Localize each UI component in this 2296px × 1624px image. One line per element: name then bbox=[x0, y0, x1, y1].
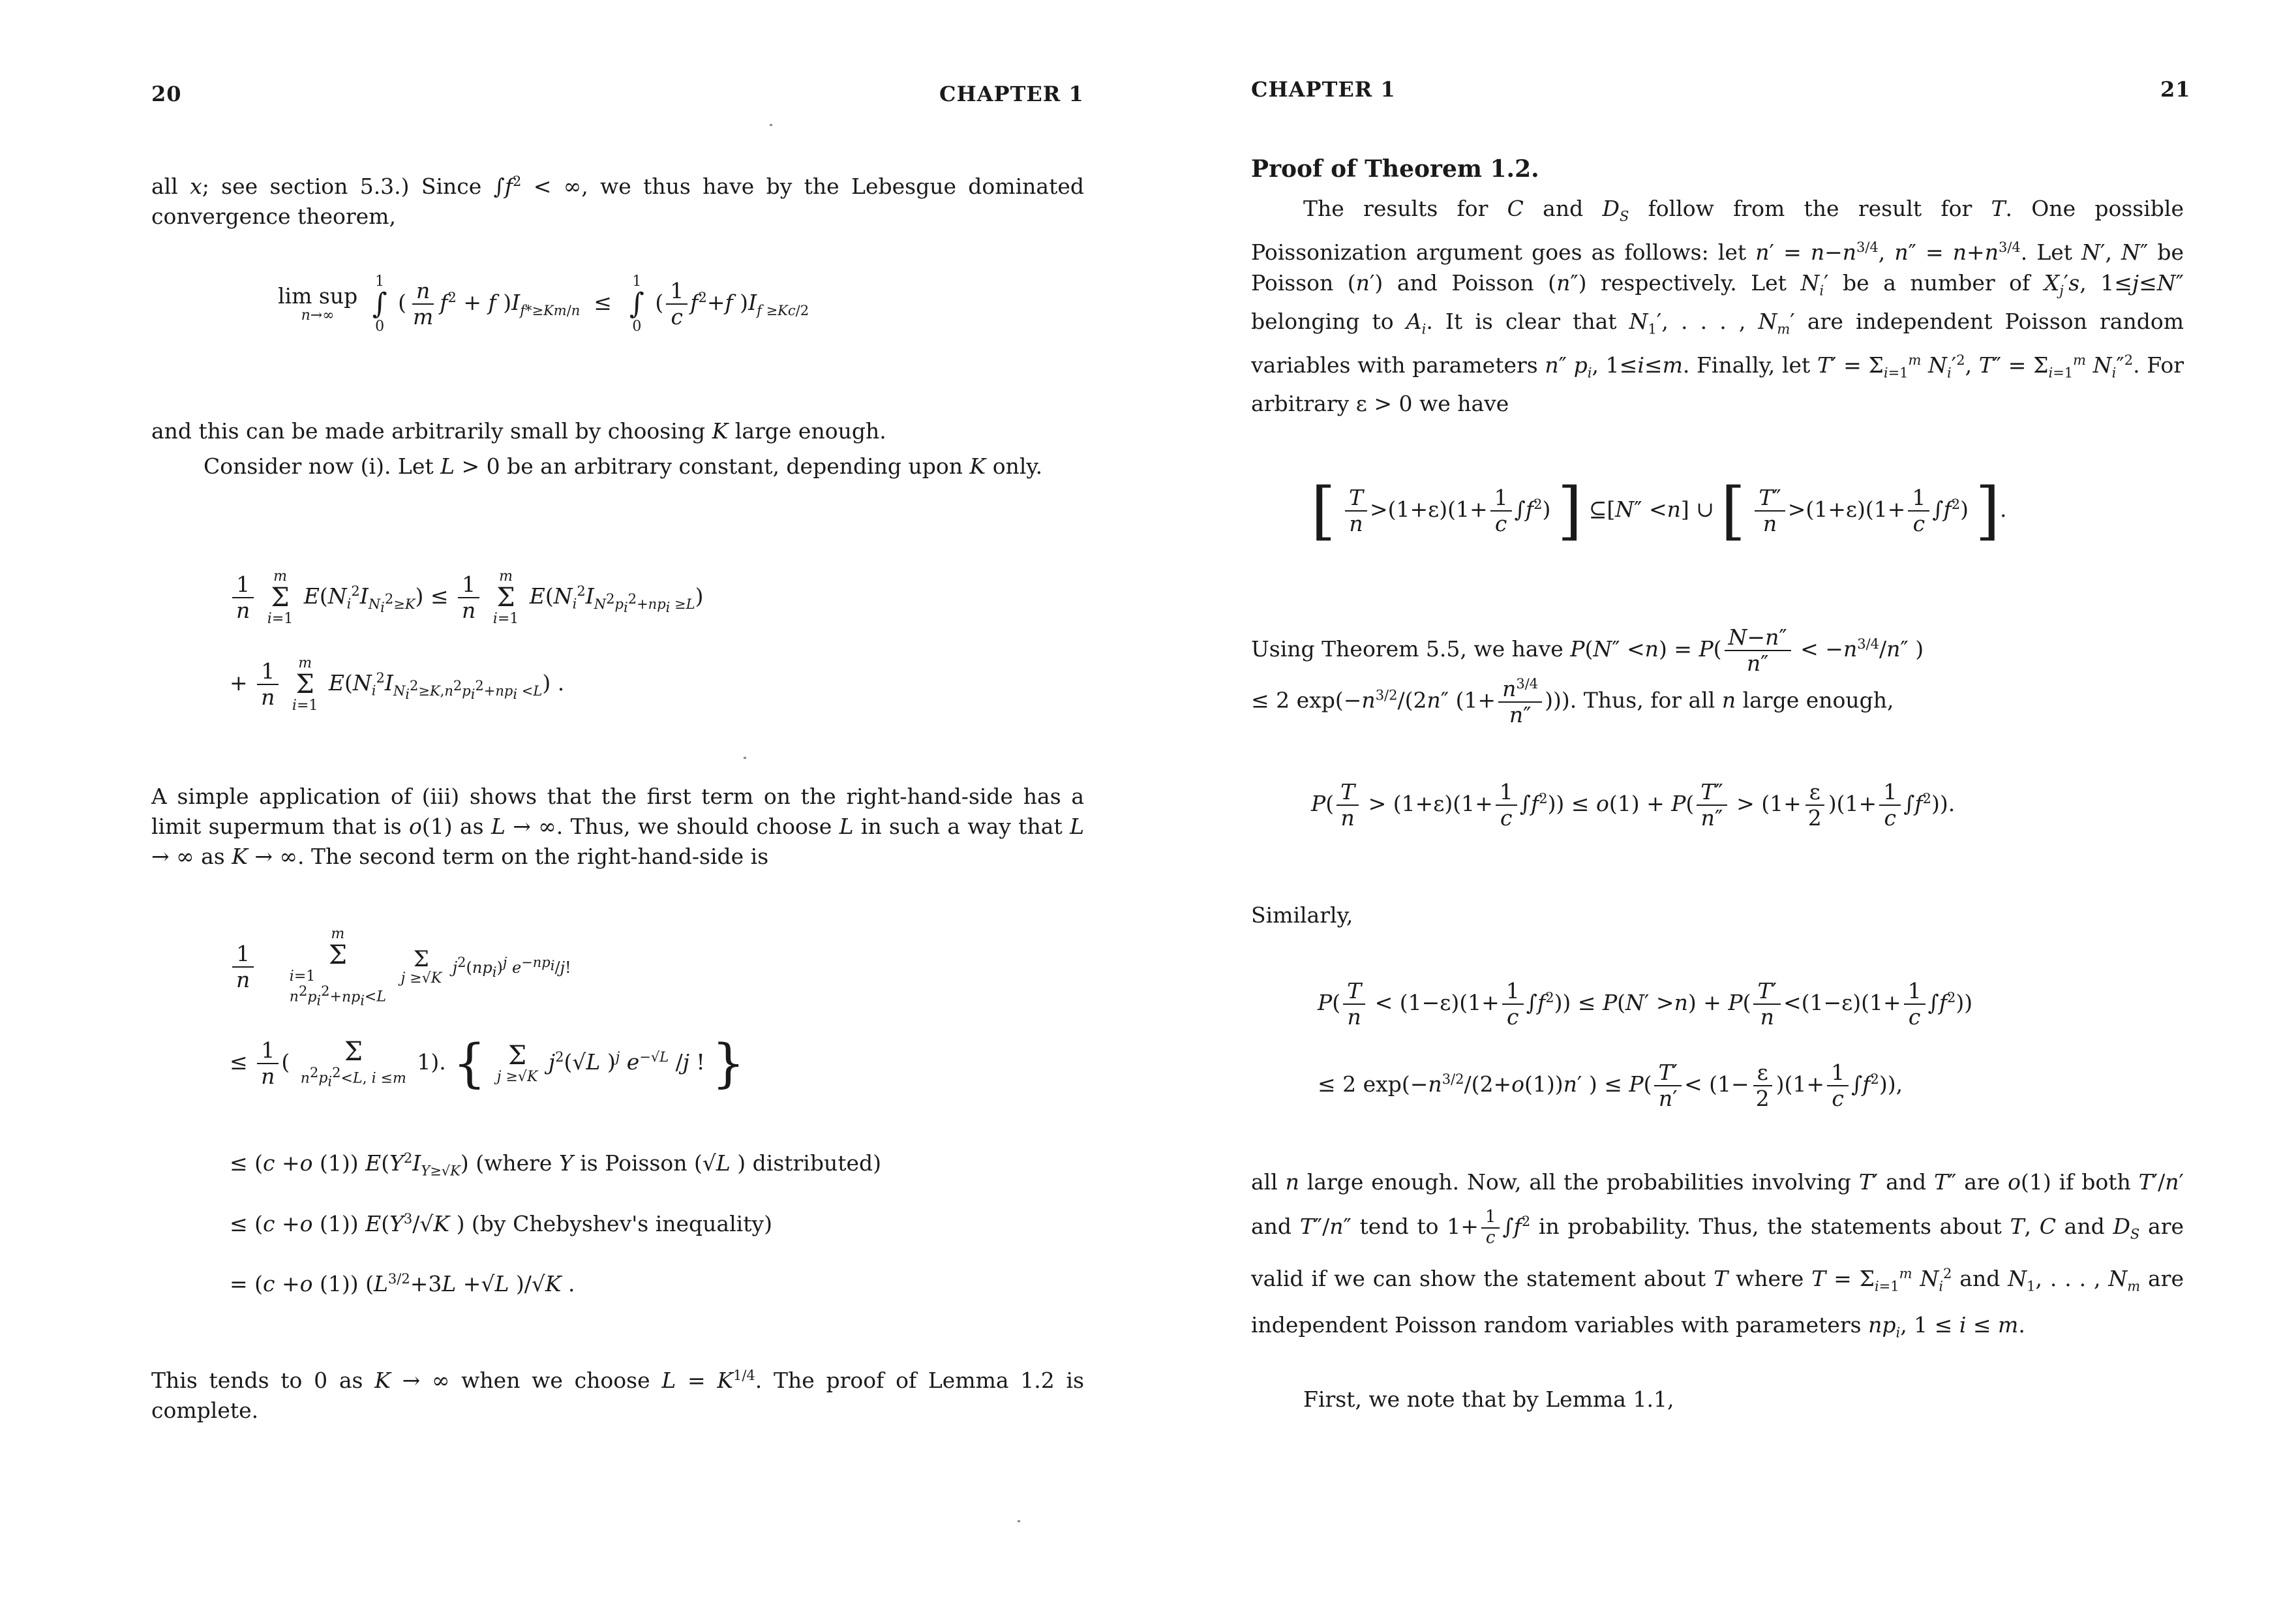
paragraph-consider: Consider now (i). Let L > 0 be an arbitrary constant, depending upon K only. bbox=[204, 453, 1043, 479]
page-number-right: 21 bbox=[2160, 77, 2191, 102]
equation-split-sum-line2: + $\frac{1}{n}$ m Σ i=1 $E(N_i^2I_{N_i^2\ge K,n^2p_i^2+np_i <L})$ . bbox=[230, 655, 565, 714]
paragraph-theorem-55: Using Theorem 5.5, we have P(N″ <n) = P( $\frac{N-n''}{n''}$ < $-n^{3/4}/n''$ ) ≤ 2 $\exp(-n^{3/2}/(2n''$ (1+ $\frac{n^{3/4}}{n''}$ ))). Thus, for all n large enough, bbox=[1251, 624, 1924, 728]
scan-speck bbox=[1018, 1520, 1020, 1522]
paragraph-lemma-complete: This tends to 0 as K → ∞ when we choose $L = K^{1/4}$. The proof of Lemma 1.2 is complete. bbox=[151, 1368, 1085, 1423]
page-number-left: 20 bbox=[151, 82, 182, 106]
equation-lower-bound-line1: P( $\frac{T}{n}$ < (1−ε)(1+ $\frac{1}{c}$ $\int f^2)) \le P(N' >n) + P$( $\frac{T'}{n}$ <(1−ε)(1+ $\frac{1}{c}$ $\int f^2$)) bbox=[1318, 978, 1973, 1030]
equation-second-term-line2: ≤ $\frac{1}{n}$ ( Σ $n^2p_i^2<L$, i ≤m 1). { Σ j ≥√K $j^2(√L$ )$^j$ $e^{-√L}$ /j ! } bbox=[230, 1033, 746, 1094]
equation-inclusion: [ $\frac{T}{n}$ >(1+ε)(1+ $\frac{1}{c}$ $\int f^2$) ] ⊆[N″ <n] ∪ [ $\frac{T''}{n}$ >(1+ε)(1+ $\frac{1}{c}$ $\int f^2$) ]. bbox=[1311, 474, 2007, 547]
equation-second-term-line4: ≤ (c +o (1)) $E(Y^3/√K$ ) (by Chebyshev's inequality) bbox=[230, 1211, 772, 1236]
paragraph-poissonization: The results for C and $D_S$ follow from the result for T. One possible Poissonization argument goes as follows: let $n' = n-n^{3/4}$, $n'' = n+n^{3/4}$. Let N′, N″ be Poisson (n′) and Poisson (n″) respectively. Let $N_i'$ be a number of $X_j's$, 1≤j≤N″ belonging to $A_i$. It is clear that $N_1'$, . . . , $N_m'$ are independent Poisson random variables with parameters n″ $p_i$, 1≤i≤m. Finally, let $T' = \Sigma_{i=1}^m$ $N_i'^2$, $T'' = \Sigma_{i=1}^m$ $N_i''^2$. For arbitrary ε > 0 we have bbox=[1251, 196, 2184, 417]
paragraph-simple-application: A simple application of (iii) shows that the first term on the right-hand-side has a limit supermum that is o(1) as L → ∞. Thus, we should choose L in such a way that L → ∞ as K → ∞. The second term on the right-hand-side is bbox=[151, 784, 1084, 869]
equation-second-term-line3: ≤ (c +o (1)) $E(Y^2I_{Y\ge√K})$ (where Y is Poisson (√L ) distributed) bbox=[230, 1150, 882, 1179]
paragraph-probabilities: all n large enough. Now, all the probabilities involving T′ and T″ are o(1) if both T′/n′ and T″/n″ tend to 1+ $\frac{1}{c}$ $\int f^2$ in probability. Thus, the statements about T, C and $D_S$ are valid if we can show the statement about T where $T = \Sigma_{i=1}^m$ $N_i^2$ and $N_1$, . . . , $N_m$ are independent Poisson random variables with parameters $np_i$, 1 ≤ i ≤ m. bbox=[1251, 1169, 2184, 1341]
paragraph-first-note: First, we note that by Lemma 1.1, bbox=[1303, 1387, 1674, 1412]
paragraph-arbitrarily-small: and this can be made arbitrarily small by choosing K large enough. bbox=[151, 418, 886, 444]
running-head-right: CHAPTER 1 bbox=[1251, 77, 1396, 102]
equation-upper-bound: P( $\frac{T}{n}$ > (1+ε)(1+ $\frac{1}{c}$ $\int f^2)) \le o(1) + P$( $\frac{T''}{n''}$ > (1+ $\frac{\varepsilon}{2}$ )(1+ $\frac{1}{c}$ $\int f^2$)). bbox=[1311, 779, 1956, 831]
equation-second-term-line5: = (c +o (1)) ($L^{3/2}+3L +√L$ )/√K . bbox=[230, 1271, 575, 1296]
paragraph-dominated-convergence: all x; see section 5.3.) Since $\int f^2$ < ∞, we thus have by the Lebesgue dominated convergence theorem, bbox=[151, 174, 1084, 229]
scan-speck bbox=[770, 124, 772, 126]
right-page bbox=[1148, 0, 2296, 1624]
running-head-left: CHAPTER 1 bbox=[939, 82, 1084, 106]
equation-second-term-line1: $\frac{1}{n}$ m Σ i=1 $n^2p_i^2+np_i<L$ Σ j ≥√K $j^2(np_i)^j$ $e^{-np_i}/j$! bbox=[230, 927, 571, 1007]
equation-limsup: lim sup n→∞ 1 ∫ 0 ( $\frac{n}{m}$ $f^2 + f$ )$I_{f*\ge Km/n}$ ≤ 1 ∫ 0 ( $\frac{1}{c}$ $f^2+f$ )$I_{f \ge Kc/2}$ bbox=[278, 273, 809, 335]
section-title: Proof of Theorem 1.2. bbox=[1251, 155, 1539, 183]
equation-lower-bound-line2: ≤ 2 $\exp(-n^{3/2}/(2+o(1))n'$ ) ≤ P( $\frac{T'}{n'}$ < (1− $\frac{\varepsilon}{2}$ )(1+ $\frac{1}{c}$ $\int f^2$)), bbox=[1318, 1060, 1903, 1111]
paragraph-similarly: Similarly, bbox=[1251, 902, 1353, 928]
equation-split-sum-line1: $\frac{1}{n}$ m Σ i=1 $E(N_i^2I_{N_i^2\ge K})$ ≤ $\frac{1}{n}$ m Σ i=1 $E(N_i^2I_{N^2p_i^2+np_i \ge L})$ bbox=[230, 569, 703, 626]
scan-speck bbox=[744, 757, 746, 759]
